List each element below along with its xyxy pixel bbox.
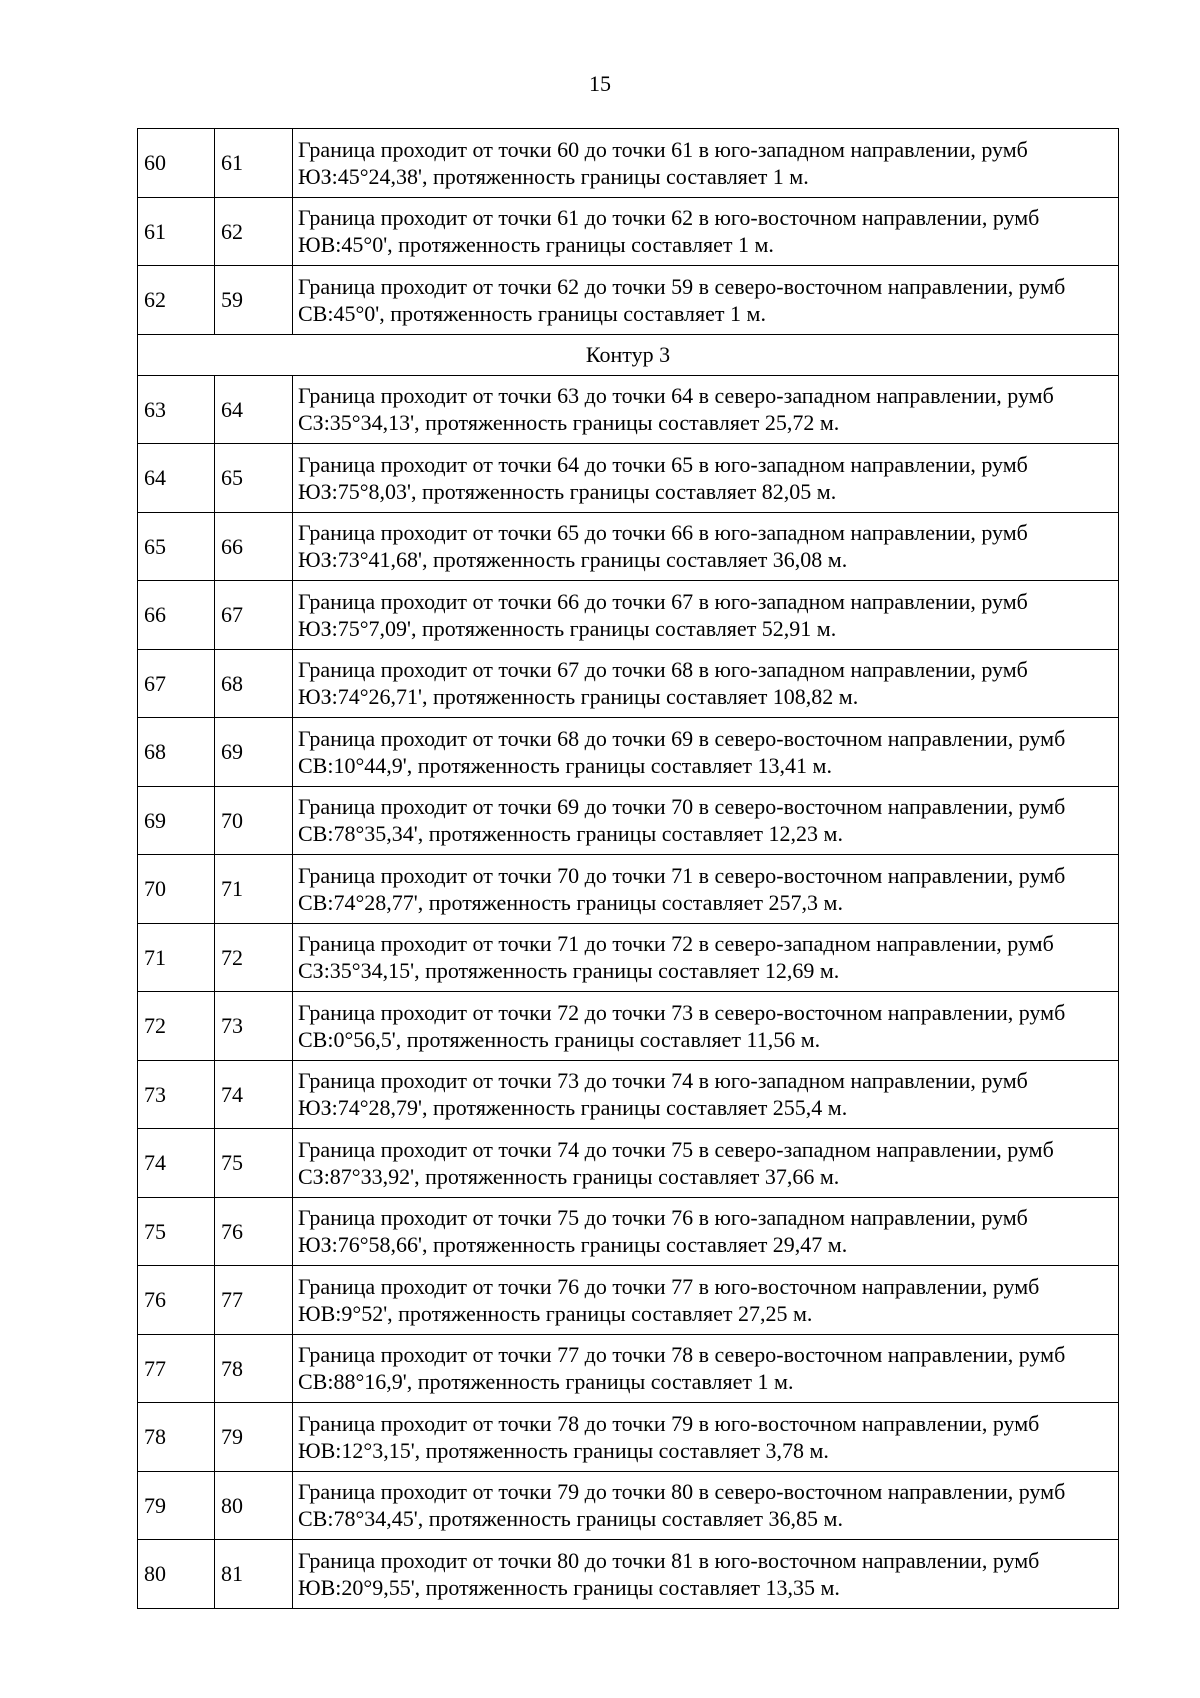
to-point-cell: 59 [215,266,293,335]
boundary-description-cell: Граница проходит от точки 80 до точки 81 в юго-восточном направлении, румб ЮВ:20°9,55', протяженность границы составляет 13,35 м. [293,1540,1119,1609]
from-point-cell: 80 [138,1540,215,1609]
boundary-description-cell: Граница проходит от точки 75 до точки 76 в юго-западном направлении, румб ЮЗ:76°58,66', протяженность границы составляет 29,47 м. [293,1197,1119,1266]
from-point-cell: 68 [138,718,215,787]
boundary-description-cell: Граница проходит от точки 62 до точки 59 в северо-восточном направлении, румб СВ:45°0', протяженность границы составляет 1 м. [293,266,1119,335]
boundary-description-cell: Граница проходит от точки 64 до точки 65 в юго-западном направлении, румб ЮЗ:75°8,03', протяженность границы составляет 82,05 м. [293,444,1119,513]
table-row [138,855,1119,924]
boundary-table-body [138,129,1119,1609]
from-point-cell: 63 [138,375,215,444]
table-row [138,129,1119,198]
to-point-cell: 72 [215,923,293,992]
table-row [138,1334,1119,1403]
boundary-description-cell: Граница проходит от точки 70 до точки 71 в северо-восточном направлении, румб СВ:74°28,77', протяженность границы составляет 257,3 м. [293,855,1119,924]
boundary-description-cell: Граница проходит от точки 73 до точки 74 в юго-западном направлении, румб ЮЗ:74°28,79', протяженность границы составляет 255,4 м. [293,1060,1119,1129]
to-point-cell: 66 [215,512,293,581]
boundary-description-cell: Граница проходит от точки 74 до точки 75 в северо-западном направлении, румб СЗ:87°33,92', протяженность границы составляет 37,66 м. [293,1129,1119,1198]
boundary-description-cell: Граница проходит от точки 68 до точки 69 в северо-восточном направлении, румб СВ:10°44,9', протяженность границы составляет 13,41 м. [293,718,1119,787]
boundary-description-cell: Граница проходит от точки 78 до точки 79 в юго-восточном направлении, румб ЮВ:12°3,15', протяженность границы составляет 3,78 м. [293,1403,1119,1472]
from-point-cell: 73 [138,1060,215,1129]
from-point-cell: 61 [138,197,215,266]
to-point-cell: 80 [215,1471,293,1540]
to-point-cell: 64 [215,375,293,444]
boundary-description-cell: Граница проходит от точки 76 до точки 77 в юго-восточном направлении, румб ЮВ:9°52', протяженность границы составляет 27,25 м. [293,1266,1119,1335]
to-point-cell: 68 [215,649,293,718]
to-point-cell: 74 [215,1060,293,1129]
to-point-cell: 78 [215,1334,293,1403]
boundary-description-cell: Граница проходит от точки 63 до точки 64 в северо-западном направлении, румб СЗ:35°34,13', протяженность границы составляет 25,72 м. [293,375,1119,444]
to-point-cell: 70 [215,786,293,855]
boundary-description-cell: Граница проходит от точки 71 до точки 72 в северо-западном направлении, румб СЗ:35°34,15', протяженность границы составляет 12,69 м. [293,923,1119,992]
to-point-cell: 77 [215,1266,293,1335]
boundary-description-cell: Граница проходит от точки 77 до точки 78 в северо-восточном направлении, румб СВ:88°16,9', протяженность границы составляет 1 м. [293,1334,1119,1403]
from-point-cell: 77 [138,1334,215,1403]
from-point-cell: 79 [138,1471,215,1540]
boundary-description-cell: Граница проходит от точки 61 до точки 62 в юго-восточном направлении, румб ЮВ:45°0', протяженность границы составляет 1 м. [293,197,1119,266]
boundary-description-cell: Граница проходит от точки 79 до точки 80 в северо-восточном направлении, румб СВ:78°34,45', протяженность границы составляет 36,85 м. [293,1471,1119,1540]
table-row [138,649,1119,718]
section-row [138,334,1119,375]
to-point-cell: 76 [215,1197,293,1266]
table-row [138,512,1119,581]
to-point-cell: 79 [215,1403,293,1472]
from-point-cell: 65 [138,512,215,581]
page-number: 15 [589,71,611,96]
from-point-cell: 76 [138,1266,215,1335]
boundary-table [137,128,1119,1609]
boundary-description-cell: Граница проходит от точки 65 до точки 66 в юго-западном направлении, румб ЮЗ:73°41,68', протяженность границы составляет 36,08 м. [293,512,1119,581]
to-point-cell: 67 [215,581,293,650]
from-point-cell: 74 [138,1129,215,1198]
table-row [138,1197,1119,1266]
to-point-cell: 71 [215,855,293,924]
to-point-cell: 69 [215,718,293,787]
boundary-description-cell: Граница проходит от точки 66 до точки 67 в юго-западном направлении, румб ЮЗ:75°7,09', протяженность границы составляет 52,91 м. [293,581,1119,650]
table-row [138,786,1119,855]
boundary-description-cell: Граница проходит от точки 72 до точки 73 в северо-восточном направлении, румб СВ:0°56,5', протяженность границы составляет 11,56 м. [293,992,1119,1061]
from-point-cell: 62 [138,266,215,335]
table-row [138,1471,1119,1540]
from-point-cell: 67 [138,649,215,718]
boundary-description-cell: Граница проходит от точки 67 до точки 68 в юго-западном направлении, румб ЮЗ:74°26,71', протяженность границы составляет 108,82 м. [293,649,1119,718]
to-point-cell: 81 [215,1540,293,1609]
table-row [138,1540,1119,1609]
from-point-cell: 60 [138,129,215,198]
boundary-description-cell: Граница проходит от точки 69 до точки 70 в северо-восточном направлении, румб СВ:78°35,34', протяженность границы составляет 12,23 м. [293,786,1119,855]
boundary-description-cell: Граница проходит от точки 60 до точки 61 в юго-западном направлении, румб ЮЗ:45°24,38', протяженность границы составляет 1 м. [293,129,1119,198]
to-point-cell: 62 [215,197,293,266]
from-point-cell: 78 [138,1403,215,1472]
table-row [138,444,1119,513]
table-row [138,375,1119,444]
from-point-cell: 66 [138,581,215,650]
to-point-cell: 65 [215,444,293,513]
from-point-cell: 70 [138,855,215,924]
from-point-cell: 69 [138,786,215,855]
to-point-cell: 61 [215,129,293,198]
table-row [138,923,1119,992]
table-row [138,1403,1119,1472]
table-row [138,1129,1119,1198]
table-row [138,718,1119,787]
table-row [138,1266,1119,1335]
table-row [138,581,1119,650]
from-point-cell: 75 [138,1197,215,1266]
section-title: Контур 3 [138,334,1119,375]
to-point-cell: 73 [215,992,293,1061]
table-row [138,266,1119,335]
to-point-cell: 75 [215,1129,293,1198]
table-row [138,1060,1119,1129]
from-point-cell: 71 [138,923,215,992]
table-row [138,197,1119,266]
from-point-cell: 72 [138,992,215,1061]
from-point-cell: 64 [138,444,215,513]
table-row [138,992,1119,1061]
